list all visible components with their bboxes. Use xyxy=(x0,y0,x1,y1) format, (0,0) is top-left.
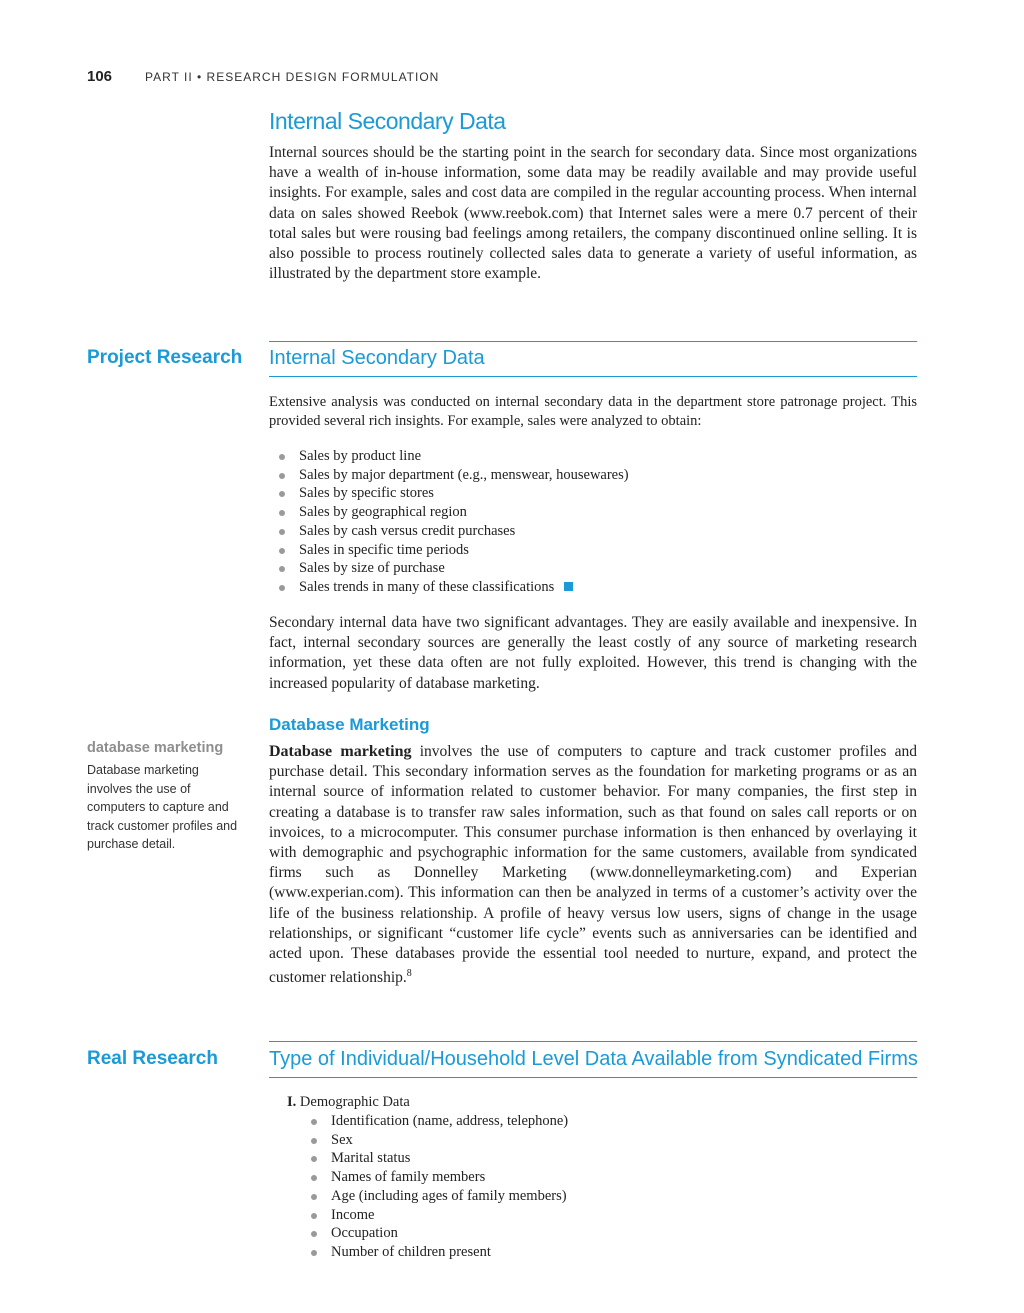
bullet-icon xyxy=(311,1194,317,1200)
section-title: Internal Secondary Data xyxy=(269,108,506,134)
running-head: PART II • RESEARCH DESIGN FORMULATION xyxy=(145,70,440,84)
project-research-intro: Extensive analysis was conducted on internal secondary data in the department store patronage project. This provided several rich insights. For example, sales were analyzed to obtain: xyxy=(269,394,917,429)
list-item: Age (including ages of family members) xyxy=(301,1187,568,1206)
list-item: Sales in specific time periods xyxy=(269,541,917,560)
list-heading-text: Demographic Data xyxy=(299,1094,410,1110)
page-number: 106 xyxy=(87,68,113,85)
project-research-title-rule xyxy=(269,376,917,377)
demographic-list-heading xyxy=(287,1094,410,1111)
intro-paragraph: Internal sources should be the starting point in the search for secondary data. Since most organizations have a wealth of in-house information, some data may be readily available and may provide useful insights. For example, sales and cost data are compiled in the regular accounting process. When internal data on sales showed Reebok (www.reebok.com) that Internet sales were a mere 0.7 percent of their total sales but were rousing bad feelings among retailers, the company discontinued online selling. It is also possible to process routinely collected sales data to generate a variety of useful information, as illustrated by the department store example. xyxy=(269,144,917,283)
list-item: Sales by size of purchase xyxy=(269,559,917,578)
real-research-title-rule xyxy=(269,1077,917,1078)
list-item: Occupation xyxy=(301,1224,568,1243)
project-research-bullet-list xyxy=(269,447,917,597)
paragraph-text: involves the use of computers to capture and track customer profiles and purchase detail. This secondary information serves as the foundation for marketing programs or as an internal source of information related to customer behavior. For many companies, the first step in creating a database is to transfer raw sales information, such as that found on sales call reports or on invoices, to a microcomputer. This consumer purchase information is then enhanced by overlaying it with demographic and psychographic information for the same customers, available from syndicated firms such as Donnelley Marketing (www.donnelleymarketing.com) and Experian (www.experian.com). This information can then be analyzed in terms of a customer’s activity over the life of the business relationship. A profile of heavy versus low users, signs of change in the usage relationships, or significant “customer life cycle” events such as anniversaries can be identified and acted upon. These databases provide the essential tool needed to nurture, expand, and protect the customer relationship. xyxy=(269,743,917,987)
demographic-bullet-list xyxy=(301,1112,568,1262)
glossary-definition: Database marketing involves the use of computers to capture and track customer profiles and purchase detail. xyxy=(87,763,238,852)
real-research-title: Type of Individual/Household Level Data Available from Syndicated Firms xyxy=(269,1048,918,1070)
bullet-icon xyxy=(279,454,285,460)
database-marketing-paragraph xyxy=(269,742,917,989)
bullet-icon xyxy=(311,1119,317,1125)
project-research-top-rule xyxy=(269,341,917,342)
bullet-icon xyxy=(311,1231,317,1237)
bullet-icon xyxy=(311,1213,317,1219)
real-research-top-rule xyxy=(269,1041,917,1042)
list-item: Sales trends in many of these classifications xyxy=(269,578,917,597)
bullet-icon xyxy=(279,491,285,497)
advantages-paragraph: Secondary internal data have two significant advantages. They are easily available and inexpensive. In fact, internal secondary sources are generally the least costly of any source of marketing research information, yet these data often are not fully exploited. However, this trend is changing with the increased popularity of database marketing. xyxy=(269,614,917,692)
bullet-icon xyxy=(311,1138,317,1144)
list-item: Number of children present xyxy=(301,1243,568,1262)
real-research-label: Real Research xyxy=(87,1048,218,1069)
list-item: Sex xyxy=(301,1131,568,1150)
database-marketing-heading: Database Marketing xyxy=(269,715,430,734)
list-item: Names of family members xyxy=(301,1168,568,1187)
bullet-icon xyxy=(311,1156,317,1162)
page-header xyxy=(87,68,439,88)
list-item: Sales by major department (e.g., menswear, housewares) xyxy=(269,466,917,485)
project-research-title: Internal Secondary Data xyxy=(269,347,485,369)
list-number: I. xyxy=(287,1094,297,1110)
list-item: Income xyxy=(301,1206,568,1225)
list-item: Sales by cash versus credit purchases xyxy=(269,522,917,541)
bullet-icon xyxy=(311,1250,317,1256)
project-research-label: Project Research xyxy=(87,347,243,368)
bullet-icon xyxy=(311,1175,317,1181)
glossary-term: database marketing xyxy=(87,740,224,756)
bullet-icon xyxy=(279,585,285,591)
bullet-icon xyxy=(279,548,285,554)
bullet-icon xyxy=(279,566,285,572)
list-item: Identification (name, address, telephone) xyxy=(301,1112,568,1131)
bullet-icon xyxy=(279,529,285,535)
list-item: Sales by product line xyxy=(269,447,917,466)
bold-term: Database marketing xyxy=(269,743,412,760)
list-item: Marital status xyxy=(301,1149,568,1168)
bullet-icon xyxy=(279,510,285,516)
footnote-marker: 8 xyxy=(406,968,412,980)
list-item: Sales by geographical region xyxy=(269,503,917,522)
end-of-box-square-icon xyxy=(564,582,573,591)
list-item: Sales by specific stores xyxy=(269,484,917,503)
bullet-icon xyxy=(279,473,285,479)
